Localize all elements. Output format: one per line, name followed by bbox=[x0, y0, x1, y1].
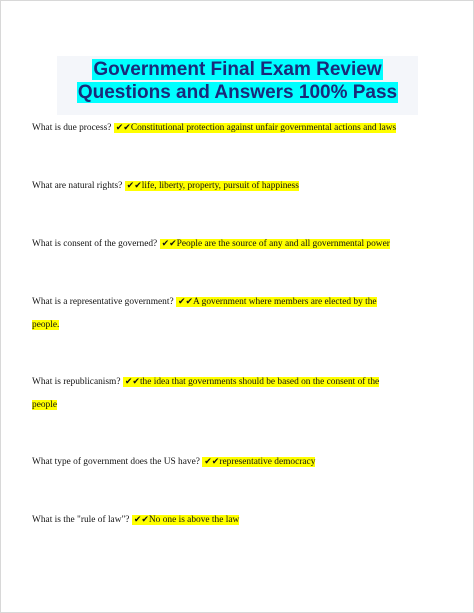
double-check-icon: ✔✔ bbox=[124, 377, 140, 387]
document-title-line-2: Questions and Answers 100% Pass bbox=[77, 82, 398, 103]
double-check-icon: ✔✔ bbox=[177, 297, 194, 307]
answer-continuation: people bbox=[32, 400, 57, 410]
qa-item bbox=[32, 451, 447, 474]
answer-text: representative democracy bbox=[219, 457, 316, 467]
qa-item bbox=[32, 117, 447, 140]
answer-highlight bbox=[202, 457, 315, 467]
qa-item bbox=[32, 509, 447, 532]
qa-item bbox=[32, 175, 447, 198]
question-text: What is republicanism? bbox=[32, 377, 121, 387]
qa-item bbox=[32, 291, 447, 337]
question-text: What type of government does the US have? bbox=[32, 457, 200, 467]
question-text: What is the "rule of law"? bbox=[32, 515, 130, 525]
answer-continuation: people. bbox=[32, 320, 60, 330]
qa-item bbox=[32, 371, 447, 417]
answer-highlight bbox=[132, 515, 239, 525]
answer-highlight bbox=[176, 297, 377, 307]
title-banner bbox=[57, 56, 418, 115]
question-text: What is a representative government? bbox=[32, 297, 174, 307]
answer-text: A government where members are elected by the bbox=[193, 297, 377, 307]
answer-text: Constitutional protection against unfair governmental actions and laws bbox=[130, 123, 397, 133]
answer-highlight bbox=[125, 181, 299, 191]
double-check-icon: ✔✔ bbox=[161, 239, 177, 249]
document-title-line-1: Government Final Exam Review bbox=[93, 59, 382, 80]
double-check-icon: ✔✔ bbox=[133, 515, 149, 525]
answer-highlight bbox=[123, 377, 379, 387]
qa-item bbox=[32, 233, 447, 256]
double-check-icon: ✔✔ bbox=[204, 457, 220, 467]
answer-text: life, liberty, property, pursuit of happiness bbox=[141, 181, 299, 191]
question-text: What is due process? bbox=[32, 123, 112, 133]
answer-highlight bbox=[114, 123, 396, 133]
question-text: What is consent of the governed? bbox=[32, 239, 158, 249]
question-text: What are natural rights? bbox=[32, 181, 123, 191]
answer-highlight bbox=[160, 239, 390, 249]
double-check-icon: ✔✔ bbox=[115, 123, 131, 133]
answer-text: No one is above the law bbox=[148, 515, 240, 525]
double-check-icon: ✔✔ bbox=[126, 181, 142, 191]
answer-text: People are the source of any and all governmental power bbox=[176, 239, 390, 249]
answer-text: the idea that governments should be based on the consent of the bbox=[139, 377, 380, 387]
